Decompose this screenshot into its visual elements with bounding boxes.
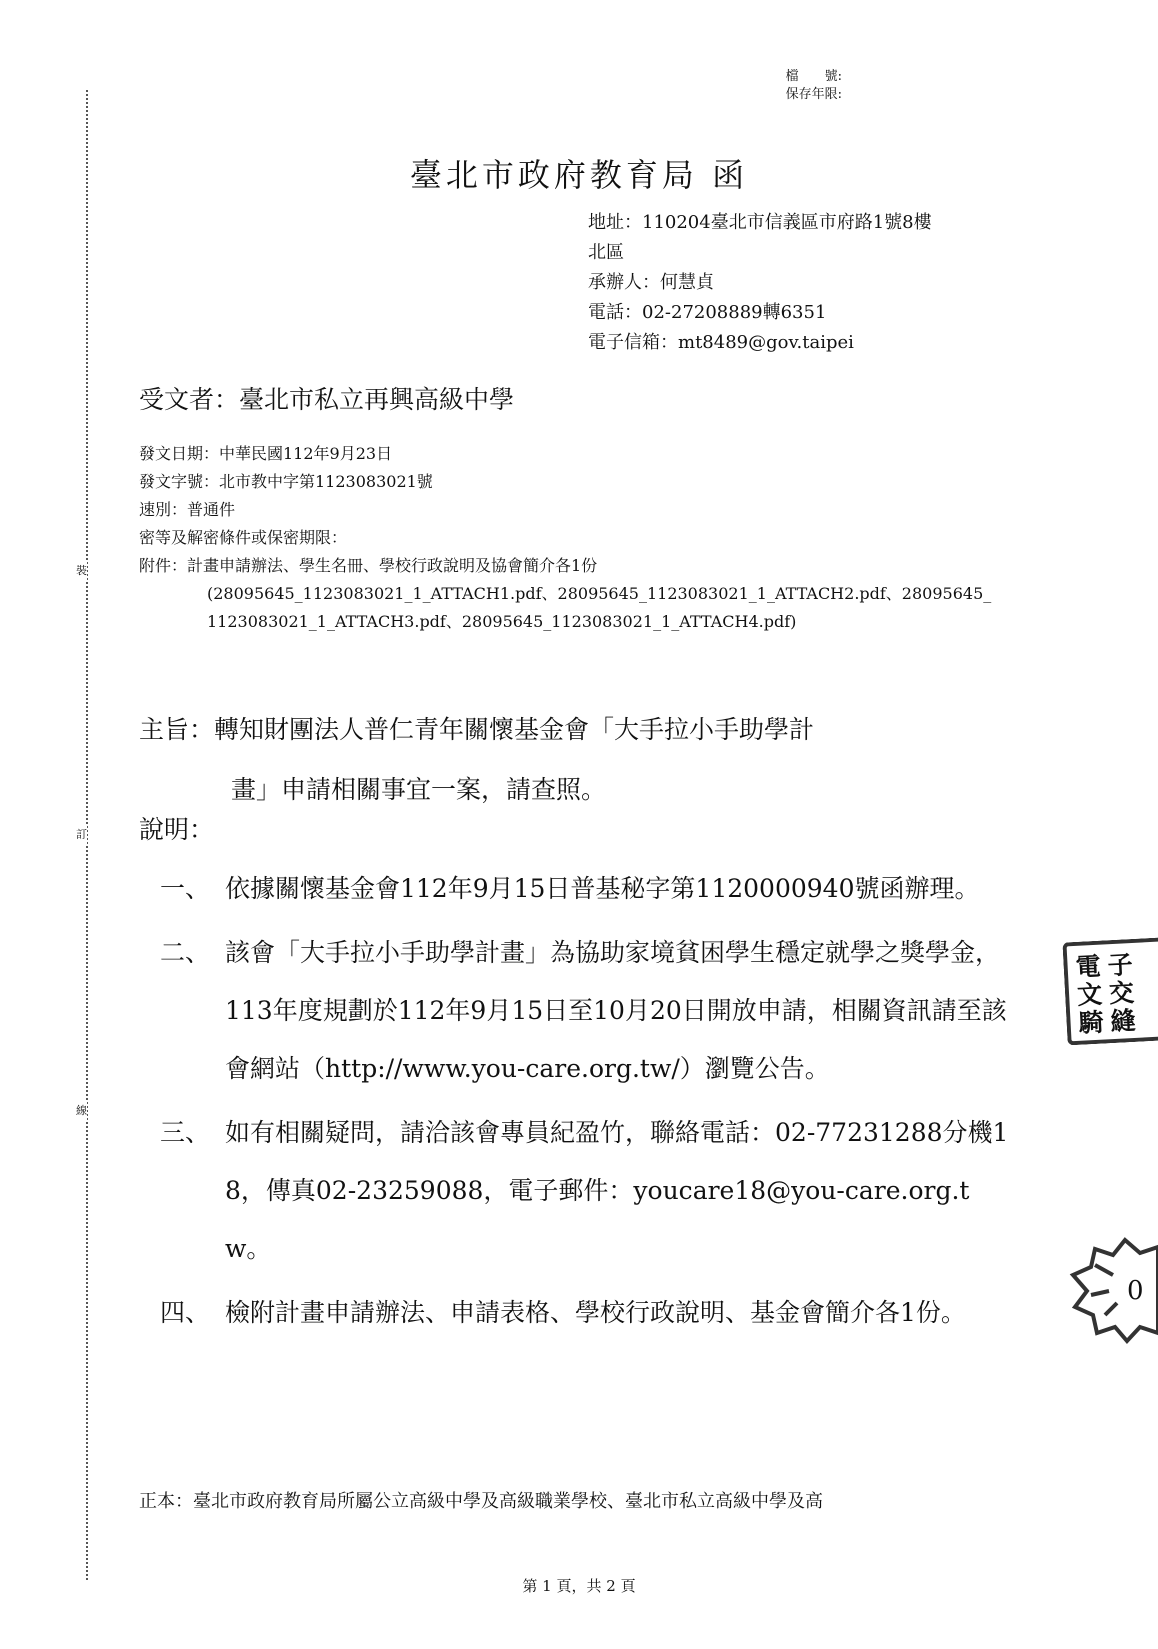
document-number: 發文字號：北市教中字第1123083021號 — [139, 472, 433, 491]
item-number: 三、 — [160, 1118, 211, 1147]
sender-phone: 電話：02-27208889轉6351 — [588, 302, 827, 323]
stamp-char: 文 — [1076, 979, 1103, 1010]
subject-line2: 畫」申請相關事宜一案，請查照。 — [231, 775, 607, 804]
secrecy-level: 密等及解密條件或保密期限： — [139, 528, 348, 547]
document-title: 臺北市政府教育局 函 — [409, 156, 749, 194]
item-text: 如有相關疑問，請洽該會專員紀盈竹，聯絡電話：02-77231288分機18，傳真02-23259088，電子郵件：youcare18@you-care.org.tw。 — [225, 1118, 1009, 1263]
binding-mark-ding: 訂 — [76, 826, 87, 844]
page-footer: 第 1 頁，共 2 頁 — [522, 1577, 636, 1595]
binding-mark-zhuang: 裝 — [76, 562, 87, 580]
item-number: 四、 — [160, 1298, 211, 1327]
item-number: 一、 — [160, 874, 211, 903]
recipient: 受文者：臺北市私立再興高級中學 — [139, 385, 515, 414]
seam-stamp — [1062, 938, 1158, 1046]
archive-info — [786, 68, 842, 104]
delivery-speed: 速別：普通件 — [139, 500, 236, 519]
file-number-label: 檔 號: — [785, 69, 842, 84]
explanation-item-4 — [160, 1284, 1020, 1342]
sender-contact: 承辦人：何慧貞 — [588, 272, 714, 293]
subject — [139, 700, 999, 820]
explanation-item-1 — [160, 860, 1020, 918]
sender-email: 電子信箱：mt8489@gov.taipei — [588, 332, 854, 353]
item-text: 依據關懷基金會112年9月15日普基秘字第1120000940號函辦理。 — [225, 874, 980, 903]
explanation-label: 說明： — [139, 815, 215, 844]
sender-info — [588, 208, 932, 358]
seal-digit: 0 — [1127, 1276, 1144, 1306]
stamp-char: 縫 — [1109, 1005, 1137, 1037]
binding-mark-xian: 線 — [76, 1102, 87, 1120]
seal-mark — [1065, 1235, 1158, 1345]
stamp-char: 騎 — [1077, 1007, 1105, 1038]
sender-address-line2: 北區 — [588, 242, 624, 263]
retention-period-label: 保存年限: — [785, 87, 842, 102]
item-text: 該會「大手拉小手助學計畫」為協助家境貧困學生穩定就學之獎學金，113年度規劃於112年9月15日至10月20日開放申請，相關資訊請至該會網站（http://www.you-care.org.tw/）瀏覽公告。 — [225, 938, 1007, 1083]
seal-outline — [1073, 1240, 1158, 1341]
document-meta — [139, 440, 997, 636]
subject-line1: 主旨：轉知財團法人普仁青年關懷基金會「大手拉小手助學計 — [139, 715, 815, 744]
item-text: 檢附計畫申請辦法、申請表格、學校行政說明、基金會簡介各1份。 — [225, 1298, 966, 1327]
sender-address-line1: 地址：110204臺北市信義區市府路1號8樓 — [588, 212, 932, 233]
attachments: 附件：計畫申請辦法、學生名冊、學校行政說明及協會簡介各1份 — [139, 556, 598, 575]
attachment-file-links[interactable]: (28095645_1123083021_1_ATTACH1.pdf、28095645_1123083021_1_ATTACH2.pdf、28095645_1123083021_1_ATTACH3.pdf、28095645_1123083021_1_ATTACH4.pdf) — [207, 584, 992, 631]
issue-date: 發文日期：中華民國112年9月23日 — [139, 444, 393, 463]
explanation-items — [160, 860, 1020, 1348]
stamp-char: 子 — [1106, 949, 1134, 981]
explanation-item-2 — [160, 924, 1020, 1098]
stamp-char: 交 — [1108, 977, 1135, 1009]
copy-to: 正本：臺北市政府教育局所屬公立高級中學及高級職業學校、臺北市私立高級中學及高 — [139, 1491, 823, 1512]
explanation-item-3 — [160, 1104, 1020, 1278]
item-number: 二、 — [160, 938, 211, 967]
stamp-char: 電 — [1074, 951, 1102, 982]
